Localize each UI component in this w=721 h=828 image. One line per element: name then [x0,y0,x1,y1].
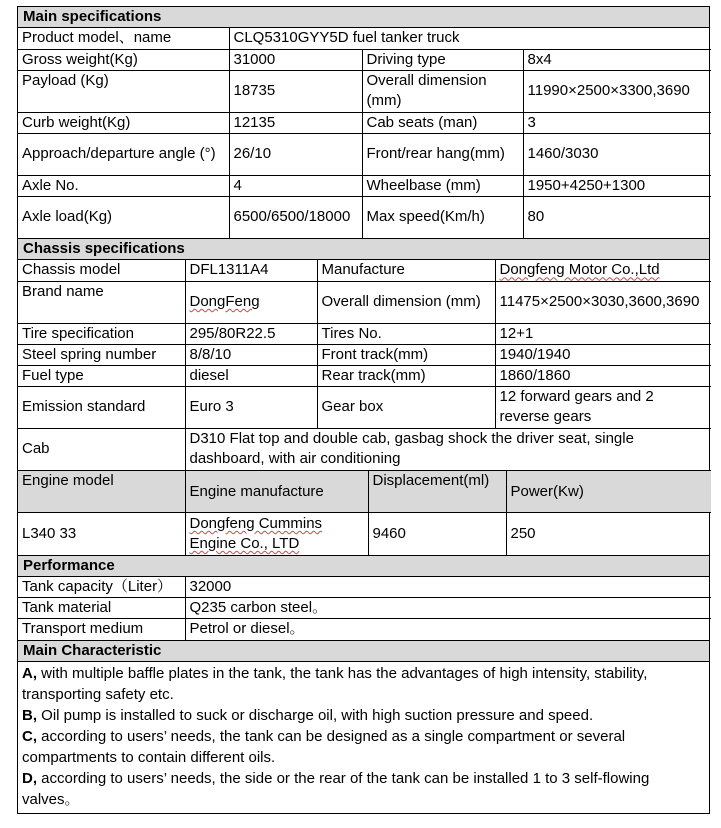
cell-label: Manufacture [317,260,495,281]
cell-value: 1950+4250+1300 [523,175,711,196]
cell-value: 295/80R22.5 [185,323,317,344]
spec-sheet [17,6,710,814]
main-characteristic-section [17,640,710,814]
cell-value: 1860/1860 [495,365,711,386]
cell-value: DFL1311A4 [185,260,317,281]
cell-label: Steel spring number [18,344,185,365]
cell-value: 80 [527,208,545,226]
item-text: according to users’ needs, the tank can be designed as a single compartment or several compartments to contain different oils. [22,727,626,766]
manufacturer-text: Dongfeng Motor Co.,Ltd [499,261,660,279]
cell-value: Petrol or diesel。 [189,620,305,638]
column-header: Displacement(ml) [368,471,506,513]
performance-section [17,555,710,640]
cell-value: 1460/3030 [523,133,711,175]
cell-label: Transport medium [18,619,185,640]
cell-value: 6500/6500/18000 [229,196,362,238]
cell-value: Euro 3 [185,386,317,428]
chassis-specifications-table [18,260,711,470]
cell-label: Curb weight(Kg) [18,112,229,133]
brand-text: DongFeng [189,293,260,310]
cell-label: Overall dimension (mm) [317,281,495,323]
cell-value: 1940/1940 [495,344,711,365]
chassis-specifications-section [17,238,710,555]
section-title: Main Characteristic [18,641,709,662]
characteristic-item [18,768,709,810]
cell-value: CLQ5310GYY5D fuel tanker truck [229,28,711,49]
cell-value: 11475×2500×3030,3600,3690 [495,281,711,323]
engine-table [18,470,711,555]
cell-value: 12 forward gears and 2 reverse gears [495,386,711,428]
section-title: Performance [18,556,709,577]
cell-label: Axle No. [18,175,229,196]
item-text: according to users’ needs, the side or the rear of the tank can be installed 1 to 3 self-flowing valves。 [22,769,650,808]
characteristic-item [18,726,709,768]
cell-label: Approach/departure angle (°) [18,133,229,175]
item-text: with multiple baffle plates in the tank, the tank has the advantages of high intensity, stability, transporting safety etc. [22,664,648,703]
characteristic-item [18,705,709,726]
cell-label: Axle load(Kg) [18,196,229,238]
cell-label: Tank material [18,598,185,619]
cell-value: 12135 [229,112,362,133]
item-letter: C, [22,727,37,745]
cell-value: 31000 [229,49,362,70]
cell-label: Payload (Kg) [18,70,229,112]
cell-value: D310 Flat top and double cab, gasbag shock the driver seat, single dashboard, with air conditioning [189,430,634,468]
cell-value: L340 33 [18,513,185,555]
item-letter: B, [22,706,37,724]
item-letter: D, [22,769,37,787]
characteristic-item [18,663,709,705]
cell-label: Rear track(mm) [317,365,495,386]
cell-value [495,260,711,281]
cell-label: Tires No. [317,323,495,344]
cell-value [185,513,368,555]
cell-value: 18735 [229,70,362,112]
cell-value: 11990×2500×3300,3690 [523,70,711,112]
characteristic-list [18,662,709,813]
main-specifications-table [18,28,711,238]
cell-label: Driving type [362,49,523,70]
section-title: Chassis specifications [18,239,709,260]
cell-label: Brand name [18,281,185,323]
cell-value: Q235 carbon steel。 [185,598,711,619]
section-title: Main specifications [18,7,709,28]
cell-label: Emission standard [18,386,185,428]
cell-value: 32000 [185,577,711,598]
cell-label: Tank capacity（Liter） [18,577,185,598]
engine-manufacturer-text: Dongfeng Cummins Engine Co., LTD [189,514,323,552]
cell-label: Chassis model [18,260,185,281]
cell-label: Wheelbase (mm) [362,175,523,196]
cell-label: Gross weight(Kg) [18,49,229,70]
cell-value: 26/10 [229,133,362,175]
cell-label: Tire specification [18,323,185,344]
column-header: Engine manufacture [185,471,368,513]
cell-label: Fuel type [18,365,185,386]
cell-value: 8/8/10 [185,344,317,365]
cell-value: 9460 [368,513,506,555]
cell-label: Cab [18,428,185,470]
cell-label: Product model、name [18,28,229,49]
item-letter: A, [22,664,37,682]
cell-label: Gear box [317,386,495,428]
main-specifications-section [17,6,710,238]
cell-label: Front/rear hang(mm) [362,133,523,175]
column-header: Engine model [18,471,185,513]
cell-label: Overall dimension (mm) [362,70,523,112]
column-header: Power(Kw) [506,471,711,513]
cell-label: Max speed(Km/h) [362,196,523,238]
item-text: Oil pump is installed to suck or discharge oil, with high suction pressure and speed. [37,706,594,724]
cell-value: 8x4 [523,49,711,70]
cell-value: diesel [185,365,317,386]
cell-value: 250 [510,524,536,542]
cell-value: 4 [229,175,362,196]
performance-table [18,577,711,640]
cell-value: 3 [523,112,711,133]
cell-value [185,281,317,323]
cell-label: Front track(mm) [317,344,495,365]
cell-label: Cab seats (man) [362,112,523,133]
cell-value: 12+1 [495,323,711,344]
